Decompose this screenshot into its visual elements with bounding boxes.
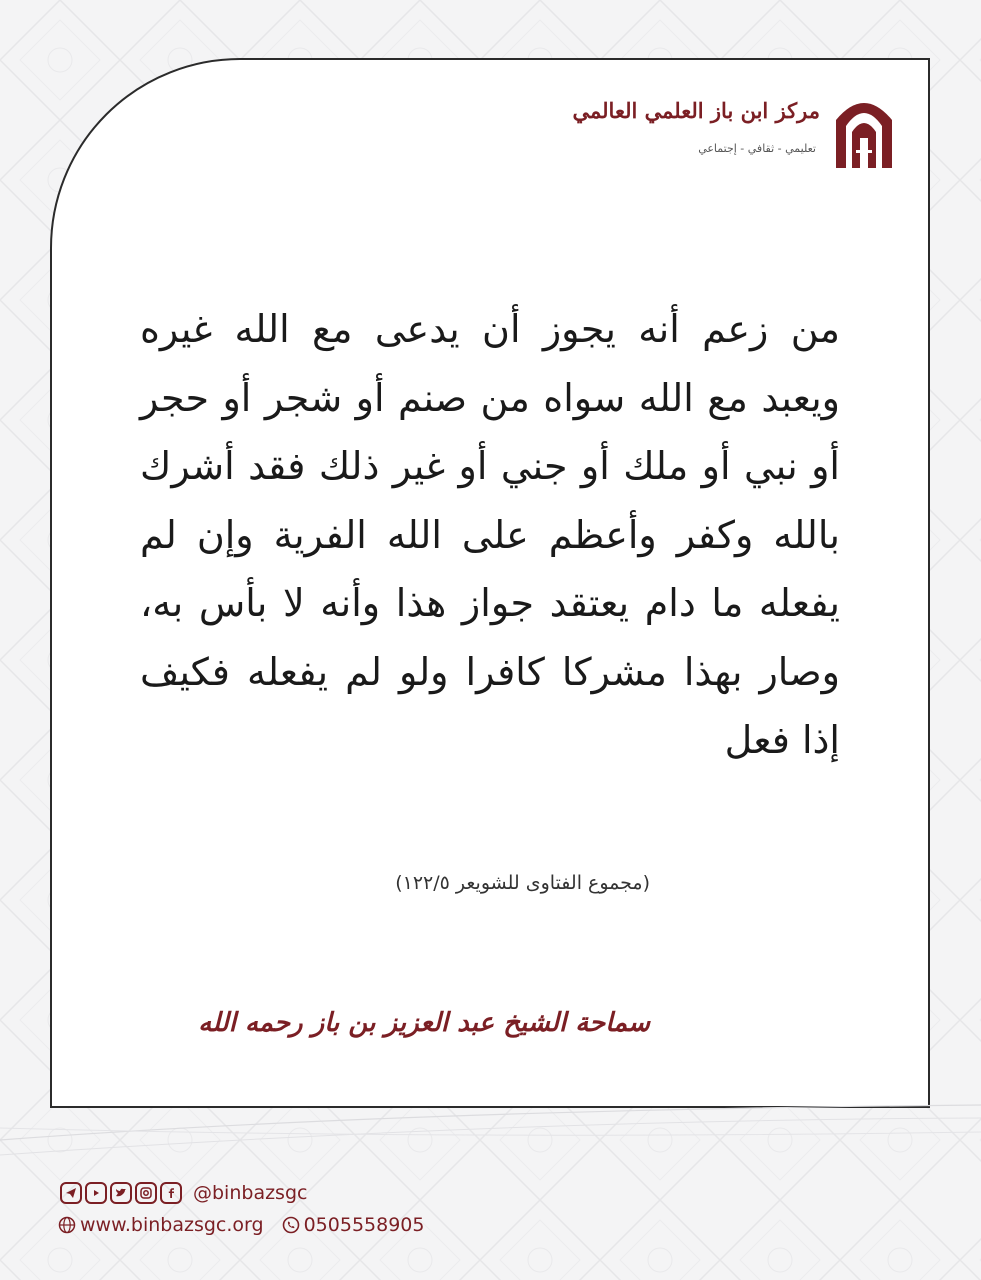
- quote-text: من زعم أنه يجوز أن يدعى مع الله غيره ويعبد مع الله سواه من صنم أو شجر أو حجر أو نبي أو ملك أو جني أو غير ذلك فقد أشرك بالله وكفر وأعظم على الله الفرية وإن لم يفعله ما دام يعتقد جواز هذا وأنه لا بأس به، وصار بهذا مشركا كافرا ولو لم يفعله فكيف إذا فعل: [140, 307, 840, 762]
- quote-reference: (مجموع الفتاوى للشويعر ١٢٢/٥): [395, 872, 650, 894]
- signature: سماحة الشيخ عبد العزيز بن باز رحمه الله: [198, 1008, 650, 1038]
- website-link[interactable]: www.binbazsgc.org: [80, 1214, 264, 1236]
- twitter-icon[interactable]: [110, 1182, 132, 1204]
- logo: [572, 90, 902, 170]
- logo-title: مركز ابن باز العلمي العالمي: [572, 98, 820, 123]
- logo-subtitle: تعليمي - ثقافي - إجتماعي: [698, 142, 816, 155]
- contact-row: [58, 1212, 424, 1238]
- telegram-icon[interactable]: [60, 1182, 82, 1204]
- social-row: [60, 1180, 307, 1206]
- globe-icon: [58, 1216, 76, 1234]
- social-handle[interactable]: @binbazsgc: [193, 1182, 308, 1204]
- phone-number[interactable]: 0505558905: [303, 1214, 425, 1236]
- facebook-icon[interactable]: [160, 1182, 182, 1204]
- youtube-icon[interactable]: [85, 1182, 107, 1204]
- footer-decor-lines: [0, 1100, 981, 1170]
- instagram-icon[interactable]: [135, 1182, 157, 1204]
- whatsapp-icon: [282, 1216, 300, 1234]
- mosque-emblem-icon: [832, 90, 896, 170]
